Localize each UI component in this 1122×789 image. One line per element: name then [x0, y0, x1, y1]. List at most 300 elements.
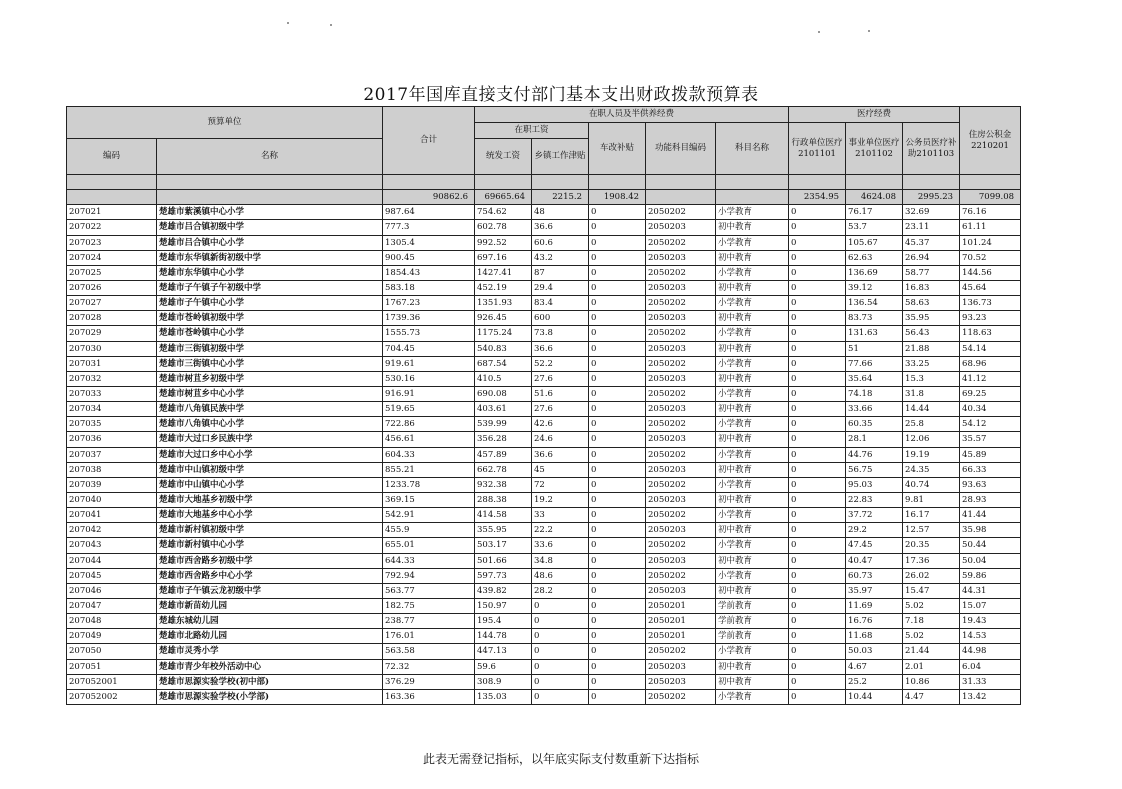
- cell-base-salary: 539.99: [475, 417, 532, 432]
- cell-subject-name: 初中教育: [716, 220, 789, 235]
- cell-base-salary: 308.9: [475, 674, 532, 689]
- cell-total: 1767.23: [383, 296, 475, 311]
- cell-car-subsidy: 0: [589, 629, 646, 644]
- cell-township-allowance: 36.6: [532, 341, 589, 356]
- cell-admin-medical: 0: [789, 553, 846, 568]
- cell-inst-medical: 35.64: [846, 371, 903, 386]
- cell-total: 604.33: [383, 447, 475, 462]
- cell-inst-medical: 28.1: [846, 432, 903, 447]
- cell-civil-medical: 32.69: [903, 205, 960, 220]
- table-row: [67, 432, 1021, 447]
- cell-civil-medical: 21.44: [903, 644, 960, 659]
- table-row: [67, 326, 1021, 341]
- cell-housing-fund: 35.98: [960, 523, 1021, 538]
- cell-name: 楚雄市新村镇中心小学: [157, 538, 383, 553]
- cell-township-allowance: 48: [532, 205, 589, 220]
- cell-civil-medical: 16.83: [903, 280, 960, 295]
- cell-code: 207035: [67, 417, 157, 432]
- cell-func-subject-code: 2050203: [646, 432, 716, 447]
- cell-subject-name: 小学教育: [716, 508, 789, 523]
- table-row: [67, 629, 1021, 644]
- cell-total: 855.21: [383, 462, 475, 477]
- cell-name: 楚雄市子午镇云龙初级中学: [157, 583, 383, 598]
- totals-row: [67, 190, 1021, 205]
- cell-subject-name: 初中教育: [716, 659, 789, 674]
- cell-admin-medical: 0: [789, 523, 846, 538]
- cell-func-subject-code: 2050202: [646, 538, 716, 553]
- cell-township-allowance: 0: [532, 598, 589, 613]
- cell-admin-medical: 0: [789, 220, 846, 235]
- cell-code: 207031: [67, 356, 157, 371]
- cell-subject-name: 初中教育: [716, 674, 789, 689]
- cell-township-allowance: 73.8: [532, 326, 589, 341]
- table-row: [67, 265, 1021, 280]
- cell-admin-medical: 0: [789, 568, 846, 583]
- cell-civil-medical: 26.02: [903, 568, 960, 583]
- cell-code: 207043: [67, 538, 157, 553]
- cell-admin-medical: 0: [789, 583, 846, 598]
- cell-inst-medical: 136.69: [846, 265, 903, 280]
- cell-total: 722.86: [383, 417, 475, 432]
- table-row: [67, 689, 1021, 704]
- cell-total: 455.9: [383, 523, 475, 538]
- header-medical-group: 医疗经费: [789, 107, 960, 123]
- totals-total: 90862.6: [383, 190, 475, 205]
- cell-code: 207023: [67, 235, 157, 250]
- cell-total: 238.77: [383, 614, 475, 629]
- cell-admin-medical: 0: [789, 417, 846, 432]
- cell-civil-medical: 33.25: [903, 356, 960, 371]
- cell-func-subject-code: 2050203: [646, 659, 716, 674]
- cell-total: 1233.78: [383, 477, 475, 492]
- table-row: [67, 447, 1021, 462]
- cell-inst-medical: 11.69: [846, 598, 903, 613]
- cell-civil-medical: 40.74: [903, 477, 960, 492]
- cell-township-allowance: 87: [532, 265, 589, 280]
- cell-name: 楚雄市苍岭镇初级中学: [157, 311, 383, 326]
- cell-admin-medical: 0: [789, 644, 846, 659]
- table-row: [67, 371, 1021, 386]
- cell-code: 207052001: [67, 674, 157, 689]
- cell-township-allowance: 29.4: [532, 280, 589, 295]
- cell-township-allowance: 0: [532, 689, 589, 704]
- header-staff-group: 在职人员及半供养经费: [475, 107, 789, 123]
- header-subject-name: 科目名称: [716, 123, 789, 175]
- cell-code: 207038: [67, 462, 157, 477]
- cell-name: 楚雄市三街镇初级中学: [157, 341, 383, 356]
- header-func-subject-code: 功能科目编码: [646, 123, 716, 175]
- cell-total: 563.58: [383, 644, 475, 659]
- table-row: [67, 417, 1021, 432]
- blank-row: [67, 175, 1021, 190]
- cell-car-subsidy: 0: [589, 523, 646, 538]
- cell-code: 207025: [67, 265, 157, 280]
- cell-name: 楚雄市思源实验学校(初中部): [157, 674, 383, 689]
- cell-subject-name: 小学教育: [716, 538, 789, 553]
- cell-township-allowance: 19.2: [532, 492, 589, 507]
- cell-admin-medical: 0: [789, 432, 846, 447]
- cell-base-salary: 1175.24: [475, 326, 532, 341]
- cell-civil-medical: 19.19: [903, 447, 960, 462]
- cell-car-subsidy: 0: [589, 311, 646, 326]
- cell-township-allowance: 45: [532, 462, 589, 477]
- cell-township-allowance: 28.2: [532, 583, 589, 598]
- table-row: [67, 280, 1021, 295]
- table-row: [67, 568, 1021, 583]
- cell-func-subject-code: 2050202: [646, 205, 716, 220]
- cell-code: 207030: [67, 341, 157, 356]
- table-row: [67, 235, 1021, 250]
- cell-township-allowance: 0: [532, 629, 589, 644]
- cell-code: 207049: [67, 629, 157, 644]
- cell-car-subsidy: 0: [589, 583, 646, 598]
- cell-housing-fund: 19.43: [960, 614, 1021, 629]
- cell-name: 楚雄市北路幼儿园: [157, 629, 383, 644]
- cell-car-subsidy: 0: [589, 220, 646, 235]
- cell-name: 楚雄市苍岭镇中心小学: [157, 326, 383, 341]
- cell-func-subject-code: 2050203: [646, 402, 716, 417]
- cell-code: 207048: [67, 614, 157, 629]
- cell-inst-medical: 47.45: [846, 538, 903, 553]
- cell-func-subject-code: 2050203: [646, 341, 716, 356]
- cell-name: 楚雄市大过口乡中心小学: [157, 447, 383, 462]
- cell-housing-fund: 13.42: [960, 689, 1021, 704]
- cell-civil-medical: 5.02: [903, 629, 960, 644]
- cell-housing-fund: 68.96: [960, 356, 1021, 371]
- cell-name: 楚雄市大地基乡初级中学: [157, 492, 383, 507]
- header-budget-unit: 预算单位: [67, 107, 383, 139]
- cell-name: 楚雄市新苗幼儿园: [157, 598, 383, 613]
- cell-base-salary: 602.78: [475, 220, 532, 235]
- cell-subject-name: 学前教育: [716, 598, 789, 613]
- table-row: [67, 538, 1021, 553]
- cell-base-salary: 414.58: [475, 508, 532, 523]
- cell-total: 792.94: [383, 568, 475, 583]
- cell-housing-fund: 118.63: [960, 326, 1021, 341]
- table-row: [67, 386, 1021, 401]
- cell-admin-medical: 0: [789, 598, 846, 613]
- cell-base-salary: 687.54: [475, 356, 532, 371]
- cell-inst-medical: 35.97: [846, 583, 903, 598]
- cell-housing-fund: 61.11: [960, 220, 1021, 235]
- cell-township-allowance: 72: [532, 477, 589, 492]
- cell-subject-name: 初中教育: [716, 492, 789, 507]
- cell-civil-medical: 5.02: [903, 598, 960, 613]
- cell-civil-medical: 45.37: [903, 235, 960, 250]
- cell-admin-medical: 0: [789, 659, 846, 674]
- cell-inst-medical: 40.47: [846, 553, 903, 568]
- cell-housing-fund: 44.31: [960, 583, 1021, 598]
- cell-admin-medical: 0: [789, 689, 846, 704]
- cell-name: 楚雄市子午镇子午初级中学: [157, 280, 383, 295]
- cell-name: 楚雄市大地基乡中心小学: [157, 508, 383, 523]
- cell-housing-fund: 59.86: [960, 568, 1021, 583]
- cell-base-salary: 356.28: [475, 432, 532, 447]
- cell-base-salary: 135.03: [475, 689, 532, 704]
- cell-func-subject-code: 2050203: [646, 250, 716, 265]
- cell-func-subject-code: 2050202: [646, 644, 716, 659]
- cell-total: 900.45: [383, 250, 475, 265]
- cell-admin-medical: 0: [789, 371, 846, 386]
- cell-total: 916.91: [383, 386, 475, 401]
- cell-inst-medical: 16.76: [846, 614, 903, 629]
- table-row: [67, 311, 1021, 326]
- cell-township-allowance: 33.6: [532, 538, 589, 553]
- cell-inst-medical: 60.35: [846, 417, 903, 432]
- cell-inst-medical: 60.73: [846, 568, 903, 583]
- cell-func-subject-code: 2050203: [646, 492, 716, 507]
- table-row: [67, 462, 1021, 477]
- cell-inst-medical: 95.03: [846, 477, 903, 492]
- cell-admin-medical: 0: [789, 205, 846, 220]
- cell-base-salary: 144.78: [475, 629, 532, 644]
- table-row: [67, 250, 1021, 265]
- cell-admin-medical: 0: [789, 629, 846, 644]
- cell-subject-name: 初中教育: [716, 583, 789, 598]
- cell-housing-fund: 50.44: [960, 538, 1021, 553]
- cell-car-subsidy: 0: [589, 568, 646, 583]
- cell-car-subsidy: 0: [589, 598, 646, 613]
- cell-township-allowance: 60.6: [532, 235, 589, 250]
- cell-total: 542.91: [383, 508, 475, 523]
- cell-name: 楚雄市西舍路乡中心小学: [157, 568, 383, 583]
- totals-civil-medical: 2995.23: [903, 190, 960, 205]
- cell-base-salary: 597.73: [475, 568, 532, 583]
- cell-total: 182.75: [383, 598, 475, 613]
- cell-subject-name: 初中教育: [716, 250, 789, 265]
- header-housing-fund: 住房公积金2210201: [960, 107, 1021, 175]
- cell-car-subsidy: 0: [589, 492, 646, 507]
- cell-inst-medical: 74.18: [846, 386, 903, 401]
- cell-car-subsidy: 0: [589, 462, 646, 477]
- cell-township-allowance: 42.6: [532, 417, 589, 432]
- cell-civil-medical: 17.36: [903, 553, 960, 568]
- cell-code: 207046: [67, 583, 157, 598]
- cell-inst-medical: 105.67: [846, 235, 903, 250]
- cell-code: 207039: [67, 477, 157, 492]
- table-row: [67, 614, 1021, 629]
- cell-base-salary: 439.82: [475, 583, 532, 598]
- cell-code: 207045: [67, 568, 157, 583]
- table-row: [67, 402, 1021, 417]
- cell-base-salary: 59.6: [475, 659, 532, 674]
- cell-base-salary: 447.13: [475, 644, 532, 659]
- cell-inst-medical: 44.76: [846, 447, 903, 462]
- cell-total: 1305.4: [383, 235, 475, 250]
- cell-func-subject-code: 2050201: [646, 614, 716, 629]
- cell-car-subsidy: 0: [589, 674, 646, 689]
- cell-car-subsidy: 0: [589, 402, 646, 417]
- cell-housing-fund: 76.16: [960, 205, 1021, 220]
- cell-code: 207029: [67, 326, 157, 341]
- cell-base-salary: 1351.93: [475, 296, 532, 311]
- cell-car-subsidy: 0: [589, 250, 646, 265]
- cell-housing-fund: 54.12: [960, 417, 1021, 432]
- cell-township-allowance: 0: [532, 659, 589, 674]
- cell-car-subsidy: 0: [589, 371, 646, 386]
- cell-civil-medical: 9.81: [903, 492, 960, 507]
- cell-township-allowance: 27.6: [532, 402, 589, 417]
- cell-admin-medical: 0: [789, 356, 846, 371]
- cell-total: 72.32: [383, 659, 475, 674]
- cell-housing-fund: 6.04: [960, 659, 1021, 674]
- scan-speck: [287, 22, 289, 24]
- cell-code: 207052002: [67, 689, 157, 704]
- cell-name: 楚雄市新村镇初级中学: [157, 523, 383, 538]
- cell-total: 1555.73: [383, 326, 475, 341]
- cell-housing-fund: 15.07: [960, 598, 1021, 613]
- scan-speck: [868, 30, 870, 32]
- cell-township-allowance: 83.4: [532, 296, 589, 311]
- cell-func-subject-code: 2050203: [646, 553, 716, 568]
- cell-township-allowance: 51.6: [532, 386, 589, 401]
- cell-func-subject-code: 2050203: [646, 371, 716, 386]
- cell-inst-medical: 56.75: [846, 462, 903, 477]
- cell-township-allowance: 0: [532, 644, 589, 659]
- cell-base-salary: 288.38: [475, 492, 532, 507]
- cell-total: 376.29: [383, 674, 475, 689]
- cell-subject-name: 初中教育: [716, 402, 789, 417]
- cell-civil-medical: 35.95: [903, 311, 960, 326]
- table-row: [67, 598, 1021, 613]
- cell-township-allowance: 48.6: [532, 568, 589, 583]
- cell-housing-fund: 136.73: [960, 296, 1021, 311]
- header-admin-medical: 行政单位医疗2101101: [789, 123, 846, 175]
- cell-func-subject-code: 2050202: [646, 356, 716, 371]
- header-code: 编码: [67, 139, 157, 175]
- cell-subject-name: 小学教育: [716, 568, 789, 583]
- cell-subject-name: 小学教育: [716, 356, 789, 371]
- cell-housing-fund: 35.57: [960, 432, 1021, 447]
- header-base-salary: 统发工资: [475, 139, 532, 175]
- cell-name: 楚雄市子午镇中心小学: [157, 296, 383, 311]
- cell-total: 777.3: [383, 220, 475, 235]
- cell-housing-fund: 101.24: [960, 235, 1021, 250]
- cell-base-salary: 501.66: [475, 553, 532, 568]
- cell-total: 644.33: [383, 553, 475, 568]
- cell-base-salary: 926.45: [475, 311, 532, 326]
- cell-code: 207050: [67, 644, 157, 659]
- cell-car-subsidy: 0: [589, 341, 646, 356]
- cell-housing-fund: 41.12: [960, 371, 1021, 386]
- cell-housing-fund: 54.14: [960, 341, 1021, 356]
- table-row: [67, 644, 1021, 659]
- cell-inst-medical: 136.54: [846, 296, 903, 311]
- cell-housing-fund: 44.98: [960, 644, 1021, 659]
- cell-admin-medical: 0: [789, 235, 846, 250]
- header-inst-medical: 事业单位医疗2101102: [846, 123, 903, 175]
- table-row: [67, 220, 1021, 235]
- cell-code: 207022: [67, 220, 157, 235]
- cell-civil-medical: 12.06: [903, 432, 960, 447]
- cell-civil-medical: 31.8: [903, 386, 960, 401]
- cell-civil-medical: 14.44: [903, 402, 960, 417]
- cell-inst-medical: 22.83: [846, 492, 903, 507]
- cell-total: 530.16: [383, 371, 475, 386]
- header-civil-medical: 公务员医疗补助2101103: [903, 123, 960, 175]
- cell-subject-name: 小学教育: [716, 447, 789, 462]
- cell-func-subject-code: 2050202: [646, 296, 716, 311]
- cell-name: 楚雄市中山镇中心小学: [157, 477, 383, 492]
- cell-admin-medical: 0: [789, 508, 846, 523]
- cell-subject-name: 小学教育: [716, 326, 789, 341]
- cell-base-salary: 690.08: [475, 386, 532, 401]
- cell-func-subject-code: 2050202: [646, 235, 716, 250]
- budget-table: [66, 106, 1021, 705]
- table-row: [67, 492, 1021, 507]
- cell-subject-name: 小学教育: [716, 417, 789, 432]
- cell-base-salary: 410.5: [475, 371, 532, 386]
- cell-housing-fund: 144.56: [960, 265, 1021, 280]
- totals-township-allowance: 2215.2: [532, 190, 589, 205]
- cell-civil-medical: 16.17: [903, 508, 960, 523]
- cell-township-allowance: 34.8: [532, 553, 589, 568]
- table-row: [67, 341, 1021, 356]
- cell-subject-name: 初中教育: [716, 280, 789, 295]
- cell-base-salary: 355.95: [475, 523, 532, 538]
- cell-inst-medical: 25.2: [846, 674, 903, 689]
- cell-name: 楚雄市青少年校外活动中心: [157, 659, 383, 674]
- cell-code: 207041: [67, 508, 157, 523]
- cell-code: 207028: [67, 311, 157, 326]
- cell-code: 207044: [67, 553, 157, 568]
- cell-admin-medical: 0: [789, 447, 846, 462]
- cell-car-subsidy: 0: [589, 432, 646, 447]
- table-row: [67, 356, 1021, 371]
- cell-admin-medical: 0: [789, 538, 846, 553]
- cell-car-subsidy: 0: [589, 235, 646, 250]
- cell-subject-name: 小学教育: [716, 386, 789, 401]
- cell-car-subsidy: 0: [589, 508, 646, 523]
- table-row: [67, 659, 1021, 674]
- cell-township-allowance: 600: [532, 311, 589, 326]
- table-row: [67, 508, 1021, 523]
- cell-admin-medical: 0: [789, 311, 846, 326]
- cell-civil-medical: 58.77: [903, 265, 960, 280]
- cell-car-subsidy: 0: [589, 280, 646, 295]
- cell-total: 919.61: [383, 356, 475, 371]
- cell-car-subsidy: 0: [589, 538, 646, 553]
- table-row: [67, 296, 1021, 311]
- cell-base-salary: 697.16: [475, 250, 532, 265]
- cell-car-subsidy: 0: [589, 296, 646, 311]
- totals-housing-fund: 7099.08: [960, 190, 1021, 205]
- cell-base-salary: 662.78: [475, 462, 532, 477]
- cell-base-salary: 992.52: [475, 235, 532, 250]
- cell-base-salary: 754.62: [475, 205, 532, 220]
- cell-base-salary: 1427.41: [475, 265, 532, 280]
- cell-housing-fund: 14.53: [960, 629, 1021, 644]
- cell-total: 655.01: [383, 538, 475, 553]
- cell-inst-medical: 62.63: [846, 250, 903, 265]
- cell-inst-medical: 39.12: [846, 280, 903, 295]
- totals-base-salary: 69665.64: [475, 190, 532, 205]
- cell-total: 1854.43: [383, 265, 475, 280]
- cell-civil-medical: 58.63: [903, 296, 960, 311]
- cell-admin-medical: 0: [789, 402, 846, 417]
- cell-name: 楚雄市东华镇新街初级中学: [157, 250, 383, 265]
- header-name: 名称: [157, 139, 383, 175]
- cell-base-salary: 503.17: [475, 538, 532, 553]
- cell-code: 207037: [67, 447, 157, 462]
- cell-subject-name: 小学教育: [716, 477, 789, 492]
- cell-func-subject-code: 2050202: [646, 477, 716, 492]
- cell-township-allowance: 27.6: [532, 371, 589, 386]
- cell-code: 207042: [67, 523, 157, 538]
- footer-note: 此表无需登记指标，以年底实际支付数重新下达指标: [422, 752, 699, 766]
- cell-name: 楚雄市大过口乡民族中学: [157, 432, 383, 447]
- cell-car-subsidy: 0: [589, 553, 646, 568]
